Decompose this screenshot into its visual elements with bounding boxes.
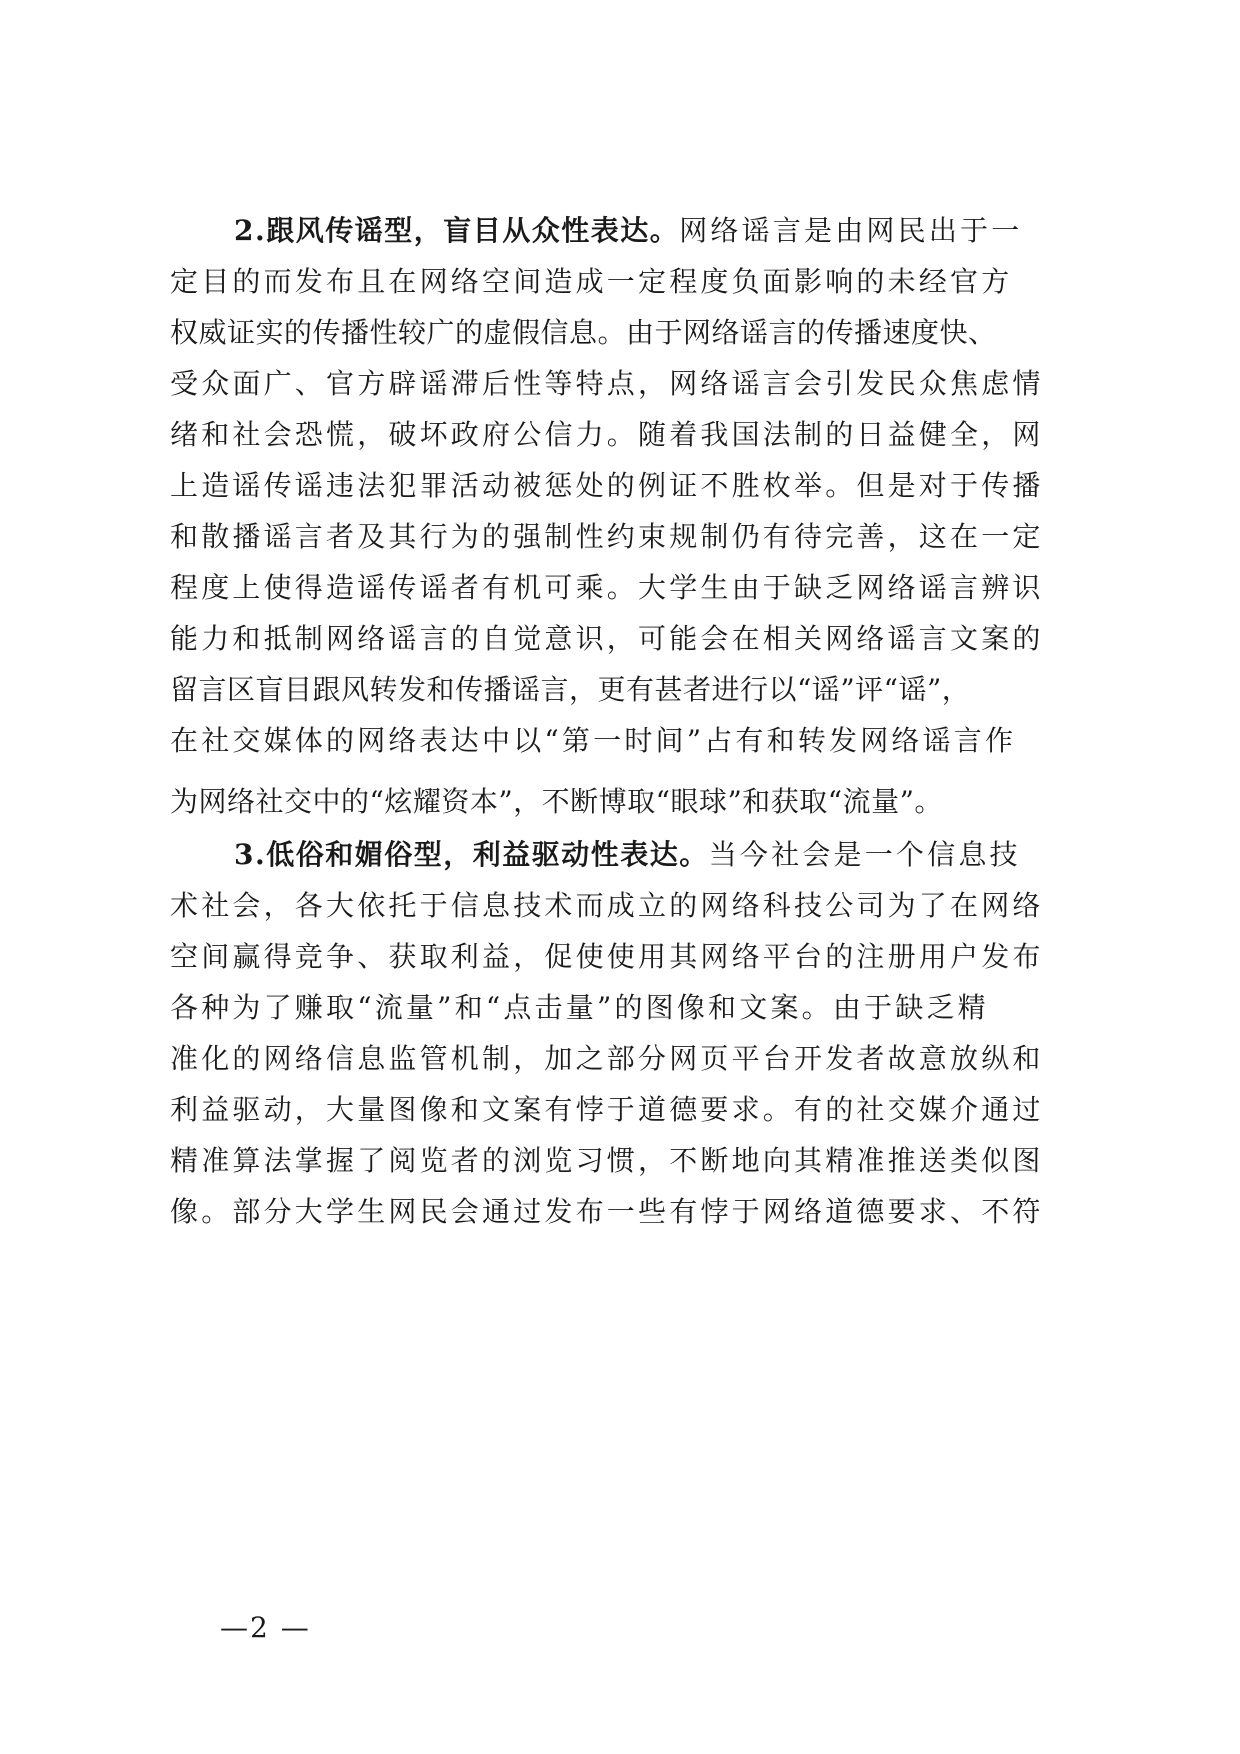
paragraph-heading: 3.低俗和媚俗型，利益驱动性表达。 (234, 838, 709, 871)
paragraph-line: 术社会，各大依托于信息技术而成立的网络科技公司为了在网络 (170, 889, 1044, 922)
paragraph-line: 绪和社会恐慌，破坏政府公信力。随着我国法制的日益健全，网 (170, 418, 1044, 451)
paragraph-line: 各种为了赚取“流量”和“点击量”的图像和文案。由于缺乏精 (170, 991, 989, 1024)
paragraph-heading: 2.跟风传谣型，盲目从众性表达。 (234, 214, 680, 247)
paragraph-line: 和散播谣言者及其行为的强制性约束规制仍有待完善，这在一定 (170, 520, 1044, 553)
paragraph-line (170, 205, 1090, 256)
paragraph-line: 程度上使得造谣传谣者有机可乘。大学生由于缺乏网络谣言辨识 (170, 571, 1044, 604)
paragraph-line (170, 829, 1090, 880)
paragraph-line: 为网络社交中的“炫耀资本”，不断博取“眼球”和获取“流量”。 (170, 785, 943, 818)
paragraph-line: 精准算法掌握了阅览者的浏览习惯，不断地向其精准推送类似图 (170, 1144, 1044, 1177)
paragraph-text: 网络谣言是由网民出于一 (679, 214, 1023, 247)
paragraph-line: 留言区盲目跟风转发和传播谣言，更有甚者进行以“谣”评“谣”， (170, 673, 971, 706)
paragraph-line: 像。部分大学生网民会通过发布一些有悖于网络道德要求、不符 (170, 1195, 1044, 1228)
page-number: —2 — (220, 1611, 311, 1644)
paragraph-line: 权威证实的传播性较广的虚假信息。由于网络谣言的传播速度快、 (170, 316, 997, 349)
paragraph-line: 上造谣传谣违法犯罪活动被惩处的例证不胜枚举。但是对于传播 (170, 469, 1044, 502)
paragraph-line: 定目的而发布且在网络空间造成一定程度负面影响的未经官方 (170, 265, 1013, 298)
paragraph-line: 空间赢得竞争、获取利益，促使使用其网络平台的注册用户发布 (170, 940, 1044, 973)
paragraph-line: 在社交媒体的网络表达中以“第一时间”占有和转发网络谣言作 (170, 724, 1017, 757)
paragraph-line: 受众面广、官方辟谣滞后性等特点，网络谣言会引发民众焦虑情 (170, 367, 1044, 400)
paragraph-line: 准化的网络信息监管机制，加之部分网页平台开发者故意放纵和 (170, 1042, 1044, 1075)
paragraph-line: 利益驱动，大量图像和文案有悖于道德要求。有的社交媒介通过 (170, 1093, 1044, 1126)
paragraph-1 (170, 205, 1090, 827)
paragraph-text: 当今社会是一个信息技 (708, 838, 1021, 871)
paragraph-line: 能力和抵制网络谣言的自觉意识，可能会在相关网络谣言文案的 (170, 622, 1044, 655)
paragraph-2 (170, 829, 1090, 1237)
